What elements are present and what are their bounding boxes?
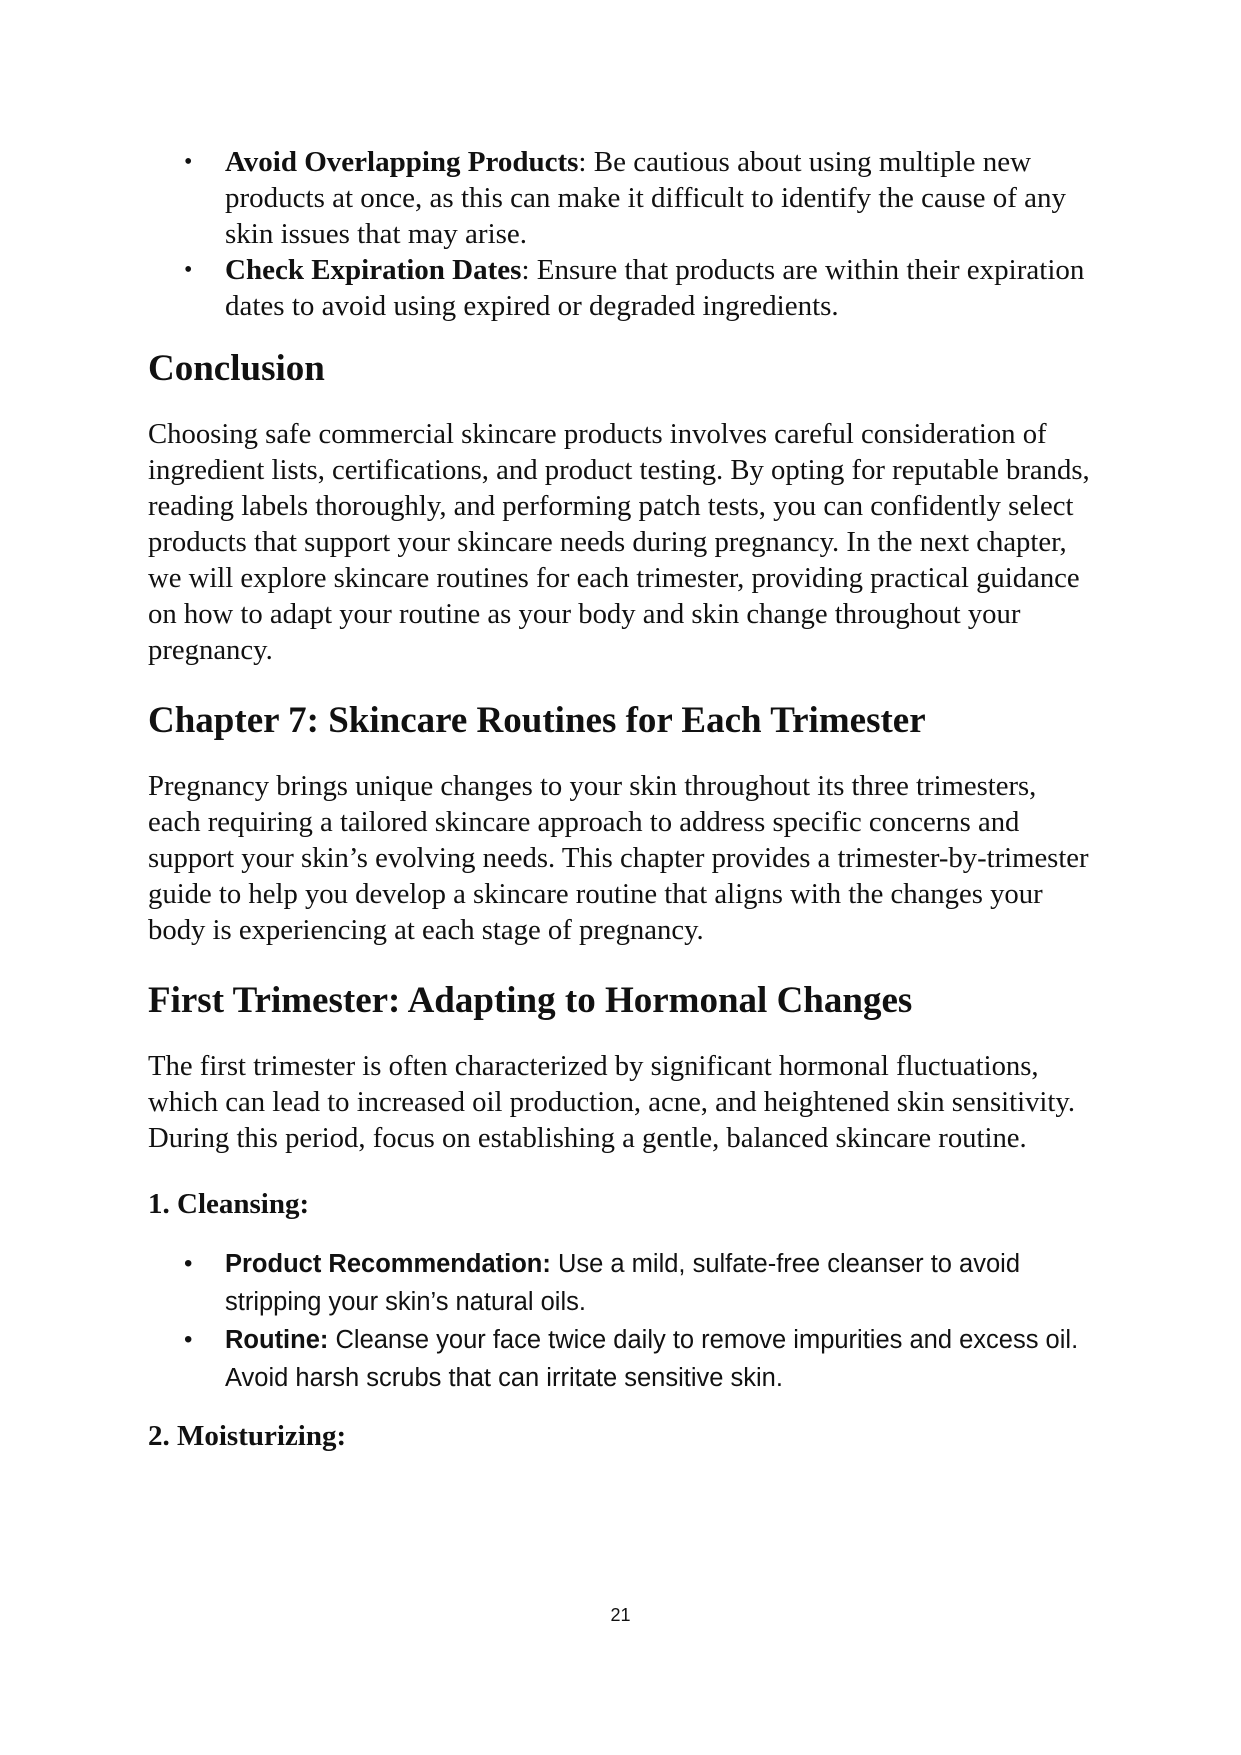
list-item xyxy=(148,1245,1093,1321)
list-item-text: : Be cautious about using multiple new products at once, as this can make it difficult to identify the cause of any skin issues that may arise. xyxy=(225,146,1067,250)
bullet-icon: • xyxy=(184,1250,193,1277)
cleansing-bullet-list xyxy=(148,1245,1093,1397)
conclusion-paragraph: Choosing safe commercial skincare products involves careful consideration of ingredient lists, certifications, and product testing. By opting for reputable brands, reading labels thoroughly, and performing patch tests, you can confidently select products that support your skincare needs during pregnancy. In the next chapter, we will explore skincare routines for each trimester, providing practical guidance on how to adapt your routine as your body and skin change throughout your pregnancy. xyxy=(148,418,1090,666)
first-trimester-paragraph: The first trimester is often characterized by significant hormonal fluctuations, which can lead to increased oil production, acne, and heightened skin sensitivity. During this period, focus on establishing a gentle, balanced skincare routine. xyxy=(148,1050,1076,1154)
list-item xyxy=(148,1321,1093,1397)
chapter-heading: Chapter 7: Skincare Routines for Each Trimester xyxy=(148,700,926,741)
list-item xyxy=(148,252,1093,324)
bullet-icon: • xyxy=(184,1326,193,1353)
bullet-icon: • xyxy=(184,149,193,175)
intro-bullet-list xyxy=(148,144,1093,324)
list-item-term: Routine: xyxy=(225,1326,329,1354)
list-item-term: Check Expiration Dates xyxy=(225,254,522,286)
cleansing-heading: 1. Cleansing: xyxy=(148,1188,310,1220)
list-item-text: Cleanse your face twice daily to remove impurities and excess oil. Avoid harsh scrubs that can irritate sensitive skin. xyxy=(225,1326,1079,1392)
list-item-text: Use a mild, sulfate-free cleanser to avoid stripping your skin’s natural oils. xyxy=(225,1250,1021,1316)
moisturizing-heading: 2. Moisturizing: xyxy=(148,1420,347,1452)
bullet-icon: • xyxy=(184,257,193,283)
page-content xyxy=(148,144,1093,1454)
list-item-term: Avoid Overlapping Products xyxy=(225,146,579,178)
page-number: 21 xyxy=(610,1605,631,1625)
conclusion-heading: Conclusion xyxy=(148,348,325,389)
chapter-intro-paragraph: Pregnancy brings unique changes to your skin throughout its three trimesters, each requiring a tailored skincare approach to address specific concerns and support your skin’s evolving needs. This chapter provides a trimester-by-trimester guide to help you develop a skincare routine that aligns with the changes your body is experiencing at each stage of pregnancy. xyxy=(148,770,1089,946)
list-item-text: : Ensure that products are within their expiration dates to avoid using expired or degraded ingredients. xyxy=(225,254,1085,322)
list-item xyxy=(148,144,1093,252)
list-item-term: Product Recommendation: xyxy=(225,1250,551,1278)
first-trimester-heading: First Trimester: Adapting to Hormonal Changes xyxy=(148,980,913,1021)
